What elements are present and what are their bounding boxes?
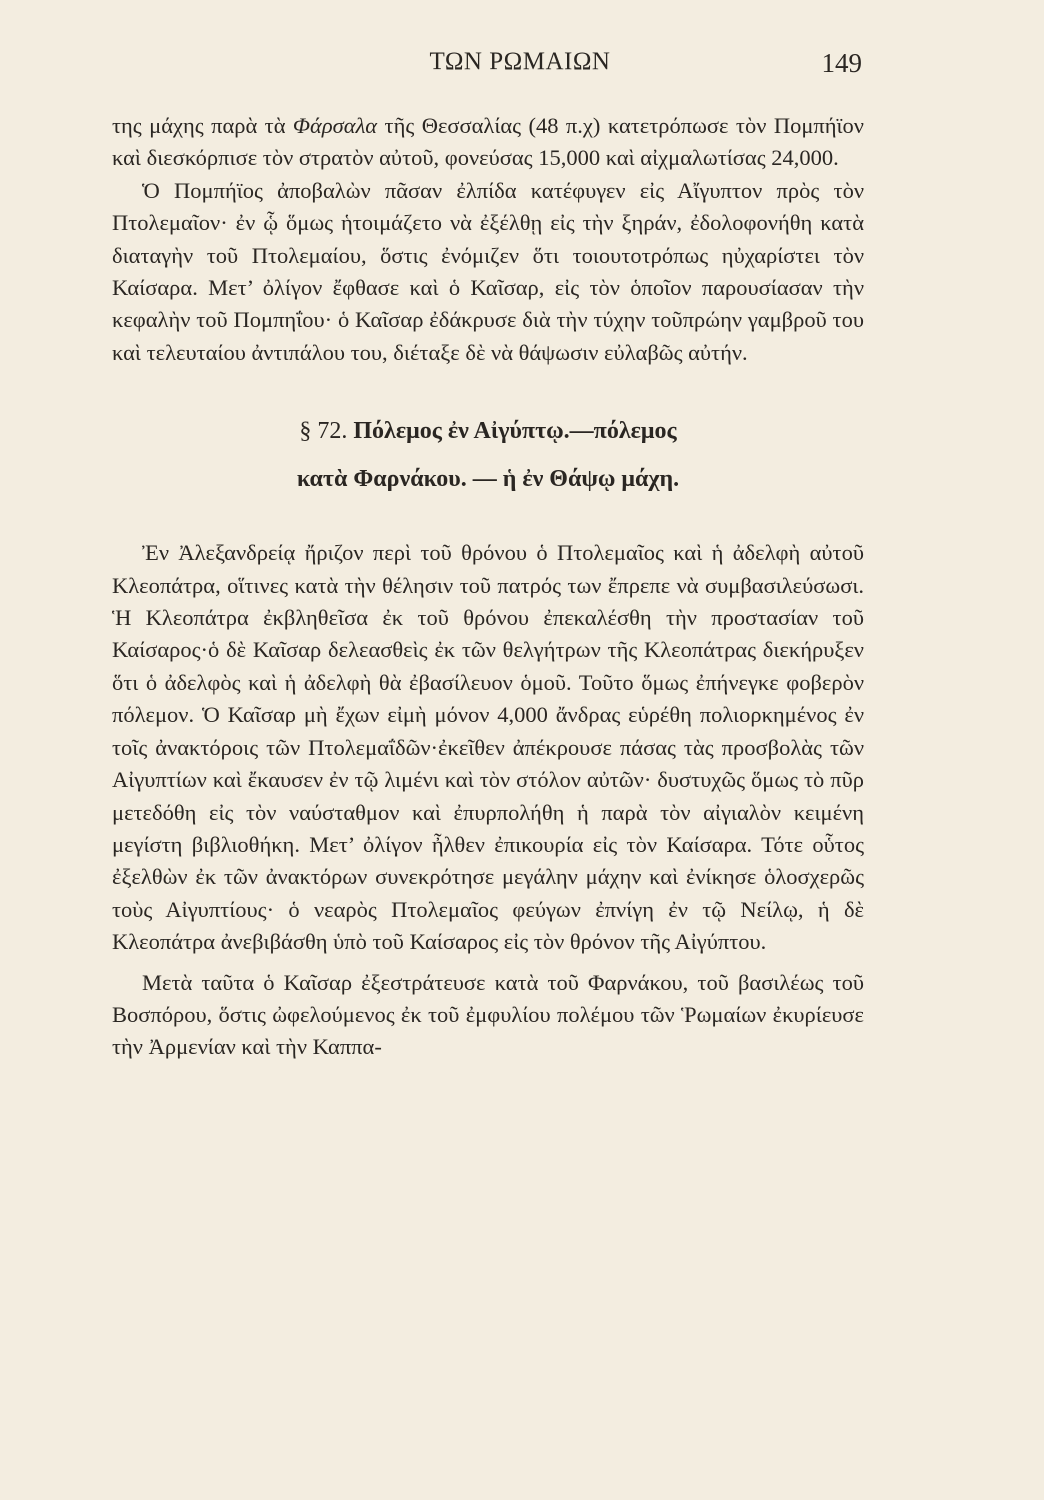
page-number: 149 <box>821 48 862 78</box>
section-title-line-1: Πόλεμος ἐν Αἰγύπτῳ.—πόλεμος <box>353 418 677 445</box>
section-heading-line-1 <box>112 407 864 455</box>
section-title-line-2: κατὰ Φαρνάκου. — ἡ ἐν Θάψῳ μάχη. <box>296 466 680 493</box>
italic-place-name: Φάρσαλα <box>292 113 378 138</box>
running-title: ΤΩΝ ΡΩΜΑΙΩΝ <box>429 48 611 75</box>
section-heading <box>112 407 864 503</box>
section-number: § 72. <box>299 418 348 445</box>
paragraph-alexandria: Ἐν Ἀλεξανδρείᾳ ἤριζον περὶ τοῦ θρόνου ὁ Πτολεμαῖος καὶ ἡ ἀδελφὴ αὐτοῦ Κλεοπάτρα, οἵτινες κατὰ τὴν θέλησιν τοῦ πατρός των ἔπρεπε νὰ συμβασιλεύσωσι. Ἡ Κλεοπάτρα ἐκβληθεῖσα ἐκ τοῦ θρόνου ἐπεκαλέσθη τὴν προστασίαν τοῦ Καίσαρος·ὁ δὲ Καῖσαρ δελεασθεὶς ἐκ τῶν θελγήτρων τῆς Κλεοπάτρας διεκήρυξεν ὅτι ὁ ἀδελφὸς καὶ ἡ ἀδελφὴ θὰ ἐβασίλευον ὁμοῦ. Τοῦτο ὅμως ἐπήνεγκε φοβερὸν πόλεμον. Ὁ Καῖσαρ μὴ ἔχων εἰμὴ μόνον 4,000 ἄνδρας εὑρέθη πολιορκημένος ἐν τοῖς ἀνακτόροις τῶν Πτολεμαΐδῶν·ἐκεῖθεν ἀπέκρουσε πάσας τὰς προσβολὰς τῶν Αἰγυπτίων καὶ ἔκαυσεν ἐν τῷ λιμένι καὶ τὸν στόλον αὐτῶν· δυστυχῶς ὅμως τὸ πῦρ μετεδόθη εἰς τὸν ναύσταθμον καὶ ἐπυρπολήθη ἡ παρὰ τὸν αἰγιαλὸν κειμένη μεγίστη βιβλιοθήκη. Μετ’ ὀλίγον ἦλθεν ἐπικουρία εἰς τὸν Καίσαρα. Τότε οὗτος ἐξελθὼν ἐκ τῶν ἀνακτόρων συνεκρότησε μεγάλην μάχην καὶ ἐνίκησε ὁλοσχερῶς τοὺς Αἰγυπτίους· ὁ νεαρὸς Πτολεμαῖος φεύγων ἐπνίγη ἐν τῷ Νείλῳ, ἡ δὲ Κλεοπάτρα ἀνεβιβάσθη ὑπὸ τοῦ Καίσαρος εἰς τὸν θρόνον τῆς Αἰγύπτου. <box>112 540 864 955</box>
paragraph-pompey: Ὁ Πομπήϊος ἀποβαλὼν πᾶσαν ἐλπίδα κατέφυγεν εἰς Αἴγυπτον πρὸς τὸν Πτολεμαῖον· ἐν ᾧ ὅμως ἡτοιμάζετο νὰ ἐξέλθῃ εἰς τὴν ξηράν, ἐδολοφονήθη κατὰ διαταγὴν τοῦ Πτολεμαίου, ὅστις ἐνόμιζεν ὅτι τοιουτοτρόπως ηὐχαρίστει τὸν Καίσαρα. Μετ’ ὀλίγον ἔφθασε καὶ ὁ Καῖσαρ, εἰς τὸν ὁποῖον παρουσίασαν τὴν κεφαλὴν τοῦ Πομπηΐου· ὁ Καῖσαρ ἐδάκρυσε διὰ τὴν τύχην τοῦπρώην γαμβροῦ του καὶ τελευταίου ἀντιπάλου του, διέταξε δὲ νὰ θάψωσιν εὐλαβῶς αὐτήν. <box>112 177 864 365</box>
text-run: της μάχης παρὰ τὰ <box>112 113 293 138</box>
paragraph-pharnaces: Μετὰ ταῦτα ὁ Καῖσαρ ἐξεστράτευσε κατὰ τοῦ Φαρνάκου, τοῦ βασιλέως τοῦ Βοσπόρου, ὅστις ὠφελούμενος ἐκ τοῦ ἐμφυλίου πολέμου τῶν Ῥωμαίων ἐκυρίευσε τὴν Ἀρμενίαν καὶ τὴν Καππα- <box>112 969 864 1060</box>
paragraph-continuation <box>112 110 864 175</box>
text-run: τῆς Θεσσαλίας (48 π.χ) κατετρόπωσε τὸν Πομπήϊον καὶ διεσκόρπισε τὸν στρατὸν αὐτοῦ, φονεύσας 15,000 καὶ αἰχμαλωτίσας 24,000. <box>112 113 864 171</box>
page-header <box>0 48 1044 88</box>
body-text <box>112 110 864 1064</box>
